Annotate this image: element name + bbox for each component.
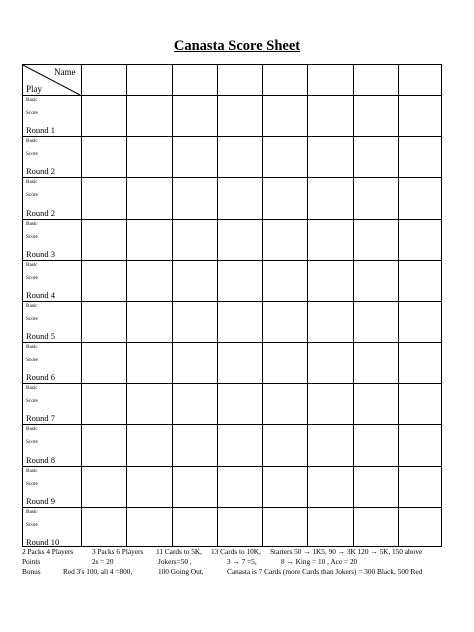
round-label: Round 1 xyxy=(26,125,56,136)
score-cell[interactable] xyxy=(126,507,171,548)
score-cell[interactable] xyxy=(172,342,217,383)
score-cell[interactable] xyxy=(81,301,126,342)
rule-twos: 2s = 20 xyxy=(92,557,114,566)
score-cell[interactable] xyxy=(353,136,398,177)
score-label: Score xyxy=(26,439,38,446)
score-cell[interactable] xyxy=(262,383,307,424)
score-cell[interactable] xyxy=(262,466,307,507)
round-label: Round 3 xyxy=(26,248,56,259)
score-cell[interactable] xyxy=(307,260,352,301)
score-cell[interactable] xyxy=(307,301,352,342)
rule-going-out: 100 Going Out, xyxy=(158,567,204,576)
score-cell[interactable] xyxy=(217,177,262,218)
score-cell[interactable] xyxy=(307,219,352,260)
score-cell[interactable] xyxy=(217,219,262,260)
rule-three-to-seven: 3 → 7 =5, xyxy=(227,557,257,566)
rule-two-packs: 2 Packs 4 Players xyxy=(22,547,74,556)
score-cell[interactable] xyxy=(217,342,262,383)
score-cell[interactable] xyxy=(172,177,217,218)
score-cell[interactable] xyxy=(172,136,217,177)
score-cell[interactable] xyxy=(126,177,171,218)
score-cell[interactable] xyxy=(81,177,126,218)
score-cell[interactable] xyxy=(126,466,171,507)
player-name-cell[interactable] xyxy=(172,65,217,95)
score-cell[interactable] xyxy=(307,383,352,424)
score-cell[interactable] xyxy=(81,424,126,465)
round-label: Round 10 xyxy=(26,537,60,547)
basic-label: Basic xyxy=(26,426,38,433)
player-name-cell[interactable] xyxy=(353,65,398,95)
score-cell[interactable] xyxy=(126,260,171,301)
basic-label: Basic xyxy=(26,220,38,227)
score-cell[interactable] xyxy=(126,219,171,260)
score-cell[interactable] xyxy=(126,383,171,424)
player-name-cell[interactable] xyxy=(126,65,171,95)
score-cell[interactable] xyxy=(126,342,171,383)
score-cell[interactable] xyxy=(172,301,217,342)
score-cell[interactable] xyxy=(262,301,307,342)
score-label: Score xyxy=(26,274,38,281)
score-label: Score xyxy=(26,398,38,405)
score-label: Score xyxy=(26,192,38,199)
score-cell[interactable] xyxy=(81,383,126,424)
score-cell[interactable] xyxy=(353,301,398,342)
score-cell[interactable] xyxy=(398,507,443,548)
round-label: Round 8 xyxy=(26,454,56,465)
score-cell[interactable] xyxy=(217,424,262,465)
score-cell[interactable] xyxy=(172,95,217,136)
player-name-cell[interactable] xyxy=(217,65,262,95)
play-header: Play xyxy=(26,84,43,94)
player-name-cell[interactable] xyxy=(307,65,352,95)
score-label: Score xyxy=(26,315,38,322)
score-cell[interactable] xyxy=(81,260,126,301)
rule-eleven-cards: 11 Cards to 5K, xyxy=(156,547,202,556)
score-cell[interactable] xyxy=(217,260,262,301)
score-cell[interactable] xyxy=(353,466,398,507)
score-cell[interactable] xyxy=(307,136,352,177)
rule-points-label: Points xyxy=(22,557,41,566)
score-label: Score xyxy=(26,357,38,364)
score-cell[interactable] xyxy=(262,219,307,260)
rule-bonus-label: Bonus xyxy=(22,567,41,576)
score-cell[interactable] xyxy=(398,260,443,301)
score-cell[interactable] xyxy=(307,95,352,136)
round-label: Round 6 xyxy=(26,372,56,383)
name-header: Name xyxy=(54,67,76,77)
score-cell[interactable] xyxy=(398,136,443,177)
round-label: Round 7 xyxy=(26,413,56,424)
round-label: Round 4 xyxy=(26,289,56,300)
round-label: Round 5 xyxy=(26,331,56,342)
score-cell[interactable] xyxy=(81,136,126,177)
score-cell[interactable] xyxy=(262,177,307,218)
player-name-cell[interactable] xyxy=(398,65,443,95)
score-cell[interactable] xyxy=(81,219,126,260)
score-cell[interactable] xyxy=(172,219,217,260)
score-cell[interactable] xyxy=(262,136,307,177)
score-cell[interactable] xyxy=(398,177,443,218)
score-cell[interactable] xyxy=(307,424,352,465)
rule-three-packs: 3 Packs 6 Players xyxy=(92,547,144,556)
score-cell[interactable] xyxy=(217,95,262,136)
score-cell[interactable] xyxy=(217,466,262,507)
score-cell[interactable] xyxy=(172,507,217,548)
score-cell[interactable] xyxy=(126,424,171,465)
score-label: Score xyxy=(26,480,38,487)
score-cell[interactable] xyxy=(262,507,307,548)
basic-label: Basic xyxy=(26,138,38,145)
round-label: Round 2 xyxy=(26,166,56,177)
score-cell[interactable] xyxy=(81,342,126,383)
score-cell[interactable] xyxy=(353,95,398,136)
score-label: Score xyxy=(26,151,38,158)
score-cell[interactable] xyxy=(398,383,443,424)
score-cell[interactable] xyxy=(353,260,398,301)
score-cell[interactable] xyxy=(126,136,171,177)
basic-label: Basic xyxy=(26,508,38,515)
score-cell[interactable] xyxy=(126,301,171,342)
score-table xyxy=(22,64,442,547)
score-cell[interactable] xyxy=(81,507,126,548)
score-cell[interactable] xyxy=(307,466,352,507)
basic-label: Basic xyxy=(26,385,38,392)
score-cell[interactable] xyxy=(307,342,352,383)
score-cell[interactable] xyxy=(262,342,307,383)
rule-canasta: Canasta is 7 Cards (more Cards than Jokers) = 300 Black, 500 Red xyxy=(227,567,423,576)
basic-label: Basic xyxy=(26,467,38,474)
score-cell[interactable] xyxy=(398,466,443,507)
score-cell[interactable] xyxy=(172,424,217,465)
rule-red-threes: Red 3's 100, all 4 =800, xyxy=(63,567,133,576)
score-cell[interactable] xyxy=(172,260,217,301)
basic-label: Basic xyxy=(26,344,38,351)
basic-label: Basic xyxy=(26,179,38,186)
rule-eight-to-ace: 8 → King = 10 , Ace = 20 xyxy=(281,557,358,566)
score-label: Score xyxy=(26,110,38,116)
score-cell[interactable] xyxy=(262,260,307,301)
score-cell[interactable] xyxy=(307,507,352,548)
score-cell[interactable] xyxy=(353,383,398,424)
round-label: Round 2 xyxy=(26,207,56,218)
rule-jokers: Jokers=50 , xyxy=(158,557,192,566)
rule-thirteen-cards: 13 Cards to 10K, xyxy=(211,547,261,556)
score-cell[interactable] xyxy=(126,95,171,136)
score-cell[interactable] xyxy=(172,466,217,507)
score-cell[interactable] xyxy=(81,466,126,507)
score-cell[interactable] xyxy=(353,424,398,465)
score-cell[interactable] xyxy=(398,424,443,465)
player-name-cell[interactable] xyxy=(262,65,307,95)
page-title: Canasta Score Sheet xyxy=(173,38,301,54)
score-cell[interactable] xyxy=(307,177,352,218)
rule-starters: Starters 50 → 1K5, 90 → 3K 120 → 5K, 150 above xyxy=(270,547,423,556)
score-cell[interactable] xyxy=(217,136,262,177)
basic-label: Basic xyxy=(26,302,38,309)
score-cell[interactable] xyxy=(353,342,398,383)
score-cell[interactable] xyxy=(353,507,398,548)
player-name-cell[interactable] xyxy=(81,65,126,95)
score-cell[interactable] xyxy=(398,301,443,342)
score-cell[interactable] xyxy=(217,301,262,342)
score-cell[interactable] xyxy=(353,219,398,260)
basic-label: Basic xyxy=(26,97,38,103)
basic-label: Basic xyxy=(26,261,38,268)
score-cell[interactable] xyxy=(398,219,443,260)
score-cell[interactable] xyxy=(217,383,262,424)
score-cell[interactable] xyxy=(172,383,217,424)
score-cell[interactable] xyxy=(398,95,443,136)
score-cell[interactable] xyxy=(262,424,307,465)
score-cell[interactable] xyxy=(262,95,307,136)
score-cell[interactable] xyxy=(353,177,398,218)
score-cell[interactable] xyxy=(217,507,262,548)
round-label: Round 9 xyxy=(26,495,56,506)
score-label: Score xyxy=(26,233,38,240)
score-label: Score xyxy=(26,521,38,528)
score-cell[interactable] xyxy=(398,342,443,383)
score-cell[interactable] xyxy=(81,95,126,136)
